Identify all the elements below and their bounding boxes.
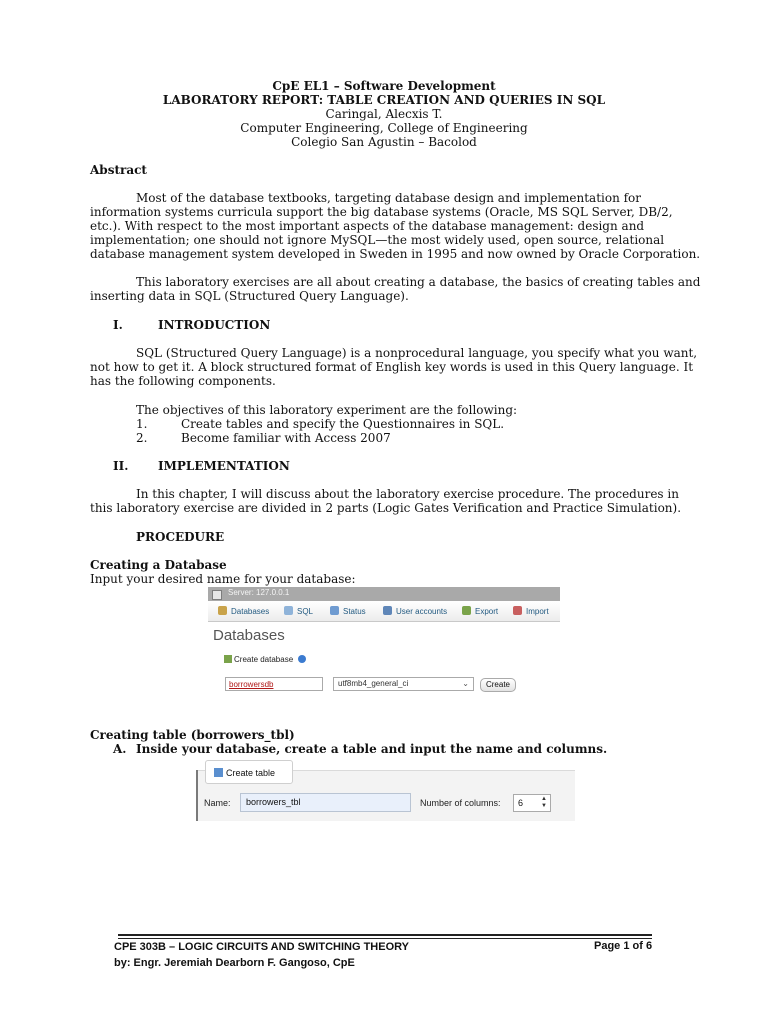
top-tabs xyxy=(208,601,560,622)
department: Computer Engineering, College of Engineering xyxy=(240,121,528,135)
table-name-input[interactable]: borrowers_tbl xyxy=(240,793,411,812)
columns-stepper[interactable]: 6 ▲ ▼ xyxy=(513,794,551,812)
tab-databases[interactable]: Databases xyxy=(218,604,269,619)
tab-export[interactable]: Export xyxy=(462,604,498,619)
database-icon xyxy=(218,606,227,615)
intro-line: has the following components. xyxy=(90,374,276,388)
objective-item: Become familiar with Access 2007 xyxy=(181,431,391,445)
sql-icon xyxy=(284,606,293,615)
databases-title: Databases xyxy=(213,627,285,644)
objectives-lead: The objectives of this laboratory experiment are the following: xyxy=(136,403,518,417)
phpmyadmin-screenshot xyxy=(208,587,560,699)
creating-database-instruction: Input your desired name for your database: xyxy=(90,572,356,586)
new-database-icon xyxy=(224,655,232,663)
users-icon xyxy=(383,606,392,615)
abstract-line: implementation; one should not ignore MySQL—the most widely used, open source, relational xyxy=(90,233,665,247)
abstract-line: Most of the database textbooks, targeting database design and implementation for xyxy=(136,191,642,205)
intro-line: not how to get it. A block structured format of English key words is used in this Query language. It xyxy=(90,360,694,374)
intro-line: SQL (Structured Query Language) is a nonprocedural language, you specify what you want, xyxy=(136,346,698,360)
section-heading-introduction: INTRODUCTION xyxy=(158,318,271,332)
chevron-down-icon: ⌄ xyxy=(462,679,469,688)
author-name: Caringal, Alecxis T. xyxy=(325,107,443,121)
create-table-button[interactable]: Create table xyxy=(205,760,293,784)
footer-author: by: Engr. Jeremiah Dearborn F. Gangoso, CpE xyxy=(114,957,355,969)
abstract-heading: Abstract xyxy=(90,163,147,177)
create-database-button[interactable]: Create xyxy=(480,678,516,692)
status-icon xyxy=(330,606,339,615)
abstract-line: inserting data in SQL (Structured Query Language). xyxy=(90,289,409,303)
new-table-icon xyxy=(214,768,223,777)
section-number: I. xyxy=(113,318,123,332)
page-number: Page 1 of 6 xyxy=(594,940,653,952)
import-icon xyxy=(513,606,522,615)
course-title: CpE EL1 – Software Development xyxy=(272,79,496,93)
columns-label: Number of columns: xyxy=(420,798,501,808)
creating-table-heading: Creating table (borrowers_tbl) xyxy=(90,728,295,742)
footer-course: CPE 303B – LOGIC CIRCUITS AND SWITCHING THEORY xyxy=(114,941,409,953)
school: Colegio San Agustin – Bacolod xyxy=(291,135,477,149)
procedure-heading: PROCEDURE xyxy=(136,530,225,544)
server-label: Server: 127.0.0.1 xyxy=(228,588,290,597)
step-instruction: Inside your database, create a table and input the name and columns. xyxy=(136,742,608,756)
create-database-label: Create database xyxy=(224,655,306,664)
server-titlebar xyxy=(208,587,560,601)
tab-user-accounts[interactable]: User accounts xyxy=(383,604,447,619)
help-icon[interactable] xyxy=(298,655,306,663)
abstract-line: This laboratory exercises are all about creating a database, the basics of creating tables and xyxy=(136,275,701,289)
tab-sql[interactable]: SQL xyxy=(284,604,313,619)
table-name-label: Name: xyxy=(204,798,231,808)
export-icon xyxy=(462,606,471,615)
tab-status[interactable]: Status xyxy=(330,604,366,619)
footer-rule xyxy=(118,938,652,939)
collation-select[interactable]: utf8mb4_general_ci ⌄ xyxy=(333,677,474,691)
section-number: II. xyxy=(113,459,129,473)
section-heading-implementation: IMPLEMENTATION xyxy=(158,459,290,473)
footer-rule xyxy=(118,934,652,936)
abstract-line: database management system developed in Sweden in 1995 and now owned by Oracle Corporation. xyxy=(90,247,701,261)
creating-database-heading: Creating a Database xyxy=(90,558,227,572)
objective-item: Create tables and specify the Questionnaires in SQL. xyxy=(181,417,505,431)
abstract-line: etc.). With respect to the most important aspects of the database management: design and xyxy=(90,219,645,233)
tab-import[interactable]: Import xyxy=(513,604,549,619)
step-letter: A. xyxy=(113,742,127,756)
panel-border xyxy=(196,770,198,821)
server-icon xyxy=(212,590,222,600)
abstract-line: information systems curricula support the big database systems (Oracle, MS SQL Server, DB/2, xyxy=(90,205,673,219)
report-title: LABORATORY REPORT: TABLE CREATION AND QUERIES IN SQL xyxy=(162,93,606,107)
implementation-line: this laboratory exercise are divided in 2 parts (Logic Gates Verification and Practice Simulation). xyxy=(90,501,682,515)
spinner-icon[interactable]: ▲ ▼ xyxy=(541,796,547,809)
create-table-screenshot xyxy=(196,758,575,821)
objective-number: 2. xyxy=(136,431,148,445)
database-name-input[interactable]: borrowersdb xyxy=(225,677,323,691)
implementation-line: In this chapter, I will discuss about the laboratory exercise procedure. The procedures in xyxy=(136,487,679,501)
objective-number: 1. xyxy=(136,417,148,431)
